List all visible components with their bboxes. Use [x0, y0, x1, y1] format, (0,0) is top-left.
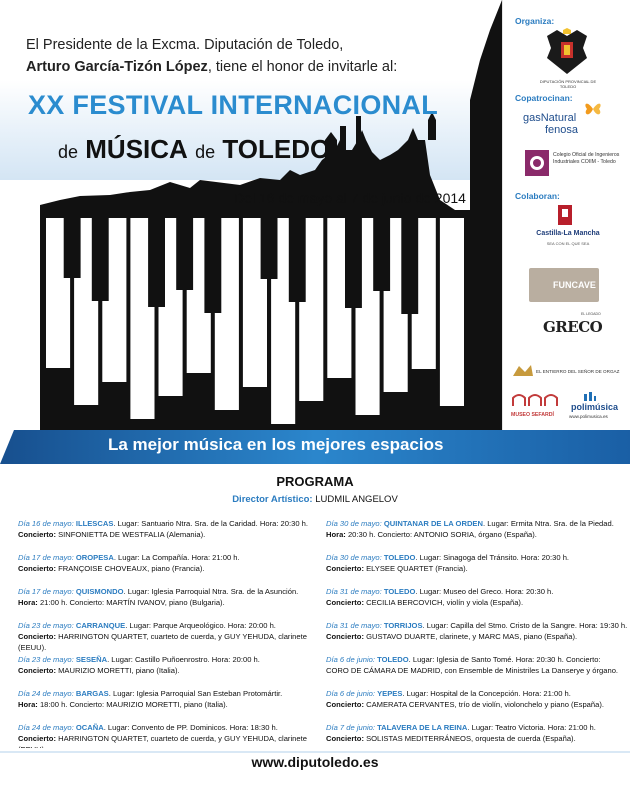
- program-title: PROGRAMA: [276, 474, 354, 489]
- polimusica-web: www.polimusica.es: [569, 414, 608, 419]
- entry-town: QUINTANAR DE LA ORDEN: [383, 519, 483, 528]
- concert-entry: [18, 518, 322, 552]
- concert-entry: [326, 518, 630, 552]
- subtitle-de-1: de: [58, 142, 79, 162]
- entry-line2: ELYSEE QUARTET (Francia).: [363, 564, 468, 573]
- entry-line1: . Lugar: Iglesia Parroquial Ntra. Sra. de la Asunción.: [123, 587, 299, 596]
- piano-black-key: [345, 218, 362, 308]
- slogan-text: La mejor música en los mejores espacios: [108, 435, 444, 454]
- entry-line2: HARRINGTON QUARTET, cuarteto de cuerda, y GUY YEHUDA, clarinete: [58, 734, 307, 743]
- invite-line-1: El Presidente de la Excma. Diputación de Toledo,: [26, 37, 344, 53]
- festival-dates: Del 16 de mayo al 7 de junio de 2014: [234, 190, 466, 206]
- entry-line2: CORO DE CÁMARA DE MADRID, con Ensemble de Ministriles La Danserye y órgano.: [326, 666, 619, 675]
- piano-black-key: [92, 218, 109, 301]
- program-column-right: [326, 518, 630, 756]
- polimusica-text: polimúsica: [571, 402, 619, 412]
- entry-key: Concierto:: [326, 598, 364, 607]
- entry-key: Concierto:: [326, 564, 364, 573]
- entry-line1: . Lugar: Iglesia Parroquial San Esteban Protomártir.: [108, 689, 283, 698]
- entry-date: Día 6 de junio:: [326, 655, 375, 664]
- entry-date: Día 17 de mayo:: [18, 587, 74, 596]
- entry-town: YEPES: [377, 689, 403, 698]
- entry-line2: HARRINGTON QUARTET, cuarteto de cuerda, y GUY YEHUDA, clarinete (EEUU).: [18, 632, 307, 652]
- subtitle-de-2: de: [195, 142, 216, 162]
- entry-date: Día 30 de mayo:: [326, 553, 382, 562]
- entry-line2: CECILIA BERCOVICH, violín y viola (España).: [363, 598, 524, 607]
- entry-line1: . Lugar: Convento de PP. Dominicos. Hora: 18:30 h.: [103, 723, 278, 732]
- entry-key: Hora:: [326, 530, 346, 539]
- greco-sub: EL LEGADO: [581, 312, 601, 316]
- entry-line1: . Lugar: Castillo Puñoenrostro. Hora: 20:00 h.: [107, 655, 260, 664]
- entry-line2: MAURIZIO MORETTI, piano (Italia).: [55, 666, 180, 675]
- entry-town: QUISMONDO: [75, 587, 124, 596]
- entry-town: OROPESA: [75, 553, 114, 562]
- entry-line2: 20:30 h. Concierto: ANTONIO SORIA, órgano (España).: [345, 530, 537, 539]
- funcave-text: FUNCAVE: [553, 280, 596, 290]
- entierro-text: EL ENTIERRO DEL SEÑOR DE ORGAZ: [536, 369, 620, 374]
- entry-line1: . Lugar: Teatro Victoria. Hora: 21:00 h.: [467, 723, 596, 732]
- entry-line1: . Lugar: Ermita Ntra. Sra. de la Piedad.: [482, 519, 614, 528]
- entry-town: OCAÑA: [75, 723, 104, 732]
- concert-entry: [326, 552, 630, 586]
- colegio-ingenieros: Colegio Oficial de Ingenieros Industriales COIIM - Toledo: [553, 152, 620, 165]
- concert-entry: [326, 586, 630, 620]
- entry-line2: SINFONIETTA DE WESTFALIA (Alemania).: [55, 530, 206, 539]
- piano-black-key: [401, 218, 418, 314]
- entry-town: TORRIJOS: [383, 621, 423, 630]
- concert-entry: [18, 586, 322, 620]
- concert-entry: [326, 654, 630, 688]
- organiza-caption: DIPUTACIÓN PROVINCIAL DE TOLEDO: [539, 79, 597, 89]
- entry-line2: CAMERATA CERVANTES, trío de violín, violonchelo y piano (España).: [363, 700, 604, 709]
- funcave-logo-icon: [529, 268, 599, 302]
- piano-black-key: [148, 218, 165, 307]
- website-link[interactable]: www.diputoledo.es: [251, 754, 379, 770]
- piano-black-key: [176, 218, 193, 290]
- director-label: Director Artístico:: [232, 494, 313, 505]
- entry-town: CARRANQUE: [75, 621, 126, 630]
- polimusica-logo-icon: [583, 392, 597, 402]
- concert-entry: [326, 620, 630, 654]
- entry-key: Concierto:: [326, 632, 364, 641]
- entry-town: TOLEDO: [377, 655, 409, 664]
- piano-black-key: [204, 218, 221, 313]
- entry-line2: GUSTAVO DUARTE, clarinete, y MARC MAS, piano (España).: [363, 632, 578, 641]
- entry-line1: . Lugar: Parque Arqueológico. Hora: 20:00 h.: [125, 621, 276, 630]
- greco-logo-icon: [543, 318, 603, 336]
- entry-town: ILLESCAS: [75, 519, 114, 528]
- concert-entry: [326, 688, 630, 722]
- entry-town: TOLEDO: [383, 587, 416, 596]
- toledo-coat-of-arms-icon: [541, 28, 593, 78]
- entry-key: Concierto:: [18, 632, 56, 641]
- piano-black-key: [261, 218, 278, 279]
- piano-black-key: [373, 218, 390, 291]
- piano-black-key: [64, 218, 81, 278]
- greco-text: GRECO: [543, 318, 603, 336]
- entry-line1: . Lugar: La Compañía. Hora: 21:00 h.: [113, 553, 240, 562]
- concert-entry: [18, 552, 322, 586]
- entry-date: Día 17 de mayo:: [18, 553, 74, 562]
- entry-line1: . Lugar: Iglesia de Santo Tomé. Hora: 20:30 h. Concierto:: [408, 655, 601, 664]
- entry-date: Día 30 de mayo:: [326, 519, 382, 528]
- gas-natural-line1: gasNatural: [523, 112, 577, 124]
- concert-entry: [18, 688, 322, 722]
- subtitle-musica: MÚSICA: [85, 134, 188, 164]
- museo-sefardi-logo-icon: [509, 390, 563, 412]
- entry-town: BARGAS: [75, 689, 109, 698]
- entierro-logo-icon: [511, 364, 535, 378]
- entry-date: Día 31 de mayo:: [326, 621, 382, 630]
- clm-logo-text: Castilla-La Mancha: [536, 230, 600, 237]
- subtitle-toledo: TOLEDO: [222, 134, 331, 164]
- entry-date: Día 24 de mayo:: [18, 723, 74, 732]
- entry-line1: . Lugar: Hospital de la Concepción. Hora: 21:00 h.: [402, 689, 571, 698]
- entry-date: Día 6 de junio:: [326, 689, 375, 698]
- artistic-director: [0, 494, 630, 505]
- festival-title: XX FESTIVAL INTERNACIONAL: [28, 90, 439, 120]
- museo-sefardi-text: MUSEO SEFARDÍ: [511, 412, 554, 418]
- entry-date: Día 24 de mayo:: [18, 689, 74, 698]
- entry-line2: SOLISTAS MEDITERRÁNEOS, orquesta de cuerda (España).: [363, 734, 576, 743]
- entry-key: Hora:: [18, 598, 38, 607]
- entry-date: Día 23 de mayo:: [18, 655, 74, 664]
- invite-line-2-rest: , tiene el honor de invitarle al:: [207, 59, 398, 75]
- clm-emblem-icon: [555, 203, 575, 227]
- entry-key: Concierto:: [326, 734, 364, 743]
- organiza-heading: Organiza:: [515, 16, 555, 26]
- entry-key: Concierto:: [326, 700, 364, 709]
- piano-keys: [0, 0, 502, 432]
- entry-line1: . Lugar: Santuario Ntra. Sra. de la Caridad. Hora: 20:30 h.: [113, 519, 308, 528]
- butterfly-icon: [583, 100, 603, 118]
- president-name: Arturo García-Tizón López: [26, 59, 208, 75]
- piano-white-key: [440, 218, 464, 406]
- gas-natural-line2: fenosa: [545, 124, 579, 136]
- entry-town: SESEÑA: [75, 655, 108, 664]
- colaboran-heading: Colaboran:: [515, 191, 560, 201]
- entry-key: Hora:: [18, 700, 38, 709]
- entry-town: TALAVERA DE LA REINA: [377, 723, 468, 732]
- entry-line1: . Lugar: Museo del Greco. Hora: 20:30 h.: [415, 587, 554, 596]
- entry-date: Día 31 de mayo:: [326, 587, 382, 596]
- entry-key: Concierto:: [18, 734, 56, 743]
- director-name: LUDMIL ANGELOV: [315, 494, 398, 505]
- footer-divider: [0, 751, 630, 753]
- entry-key: Concierto:: [18, 530, 56, 539]
- entry-date: Día 23 de mayo:: [18, 621, 74, 630]
- entry-key: Concierto:: [18, 666, 56, 675]
- sponsors-column: [502, 0, 630, 432]
- concert-entry: [18, 654, 322, 688]
- entry-town: TOLEDO: [383, 553, 416, 562]
- copatrocinan-heading: Copatrocinan:: [515, 93, 573, 103]
- entry-line2: FRANÇOISE CHOVEAUX, piano (Francia).: [55, 564, 205, 573]
- gas-natural-logo: [523, 112, 578, 136]
- entry-date: Día 16 de mayo:: [18, 519, 74, 528]
- clm-logo-sub: SEA CON EL QUE SEA: [546, 241, 590, 246]
- entry-key: Concierto:: [18, 564, 56, 573]
- entry-line1: . Lugar: Capilla del Stmo. Cristo de la Sangre. Hora: 19:30 h.: [422, 621, 628, 630]
- entry-date: Día 7 de junio:: [326, 723, 375, 732]
- piano-black-key: [289, 218, 306, 302]
- entry-line2: 18:00 h. Concierto: MAURIZIO MORETTI, piano (Italia).: [37, 700, 228, 709]
- entry-line2: 21:00 h. Concierto: MARTÍN IVANOV, piano (Bulgaria).: [37, 598, 225, 607]
- coiim-emblem-icon: [525, 150, 549, 176]
- entry-line1: . Lugar: Sinagoga del Tránsito. Hora: 20:30 h.: [415, 553, 570, 562]
- concert-entry: [18, 620, 322, 654]
- program-column-left: [18, 518, 322, 756]
